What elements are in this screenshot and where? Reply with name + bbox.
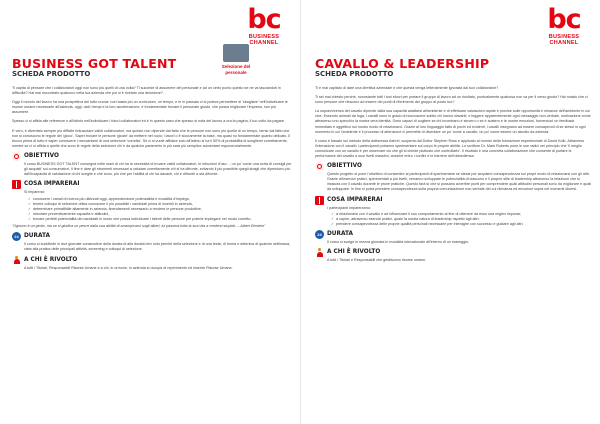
list-item: ✓ misurare preventivamente capacità e attitudini, xyxy=(29,212,292,217)
badge-label: Selezione del personale xyxy=(221,64,251,75)
section-objective xyxy=(12,153,292,161)
objective-text: Il corso BUSINESS GOT TALENT consegna nelle mani di chi ha la necessità di trovare validi collaboratori, le istruzioni d'uso ... un po' come una sorta di consigli per gli acquisti' sui consumatori. Il fine è dare gli strumenti necessari a valutare correttamente chi si ha difronte, evitando il più possibile quegli sbagli che dipendono più dall'incapacità di valutazione di chi sceglie e che sono, più che per l'abilità di chi ha davanti, chi è difronte a sta difronte. xyxy=(24,161,292,177)
intro-paragraph: Ti è mai capitato di dare una direttiva aziendale e che questa venga letteralmente ignorata dai tuoi collaboratori? xyxy=(315,86,499,90)
objective-body xyxy=(12,162,292,177)
brand-logo xyxy=(236,6,292,46)
section-heading: OBIETTIVO xyxy=(327,163,362,170)
section-heading: A CHI È RIVOLTO xyxy=(24,256,78,263)
page-body xyxy=(12,86,292,272)
brand-logo xyxy=(536,6,592,46)
audience-text: A tutti i Titolari, Responsabili Risorse Umane e a chi, in ormone, in azienda si occupa di reperimento ed inserire Risorse Umane. xyxy=(24,265,233,270)
clock-24-icon: 24 xyxy=(12,232,21,241)
section-audience xyxy=(315,249,592,257)
logo-mark: bc xyxy=(247,4,281,35)
section-heading: OBIETTIVO xyxy=(24,152,59,159)
logo-line-2: CHANNEL xyxy=(549,40,579,46)
section-duration xyxy=(12,233,292,241)
section-heading: DURATA xyxy=(327,231,354,238)
page-subtitle: SCHEDA PRODOTTO xyxy=(12,70,91,78)
list-item: ✓ a relazionarsi con il cavallo e ad influenzare il suo comportamento al fine di ottenere da esso una miglior risposta; xyxy=(332,212,592,217)
intro-paragraph: Ti capita di pensare che i collaboratori oggi non sono più quelli di una volta? Ti succede di assumere del personale e ad un certo punto questo se ne va lasciandoti in difficoltà? Hai mai riscontrato qualcuno nella tua azienda che poi si è rivelato una delusione? xyxy=(12,86,281,96)
section-heading: A CHI È RIVOLTO xyxy=(327,249,381,256)
page-subtitle: SCHEDA PRODOTTO xyxy=(315,70,394,78)
learn-list xyxy=(24,197,292,222)
topic-badge xyxy=(218,42,254,77)
page-body xyxy=(315,86,592,265)
objective-text: Questo progetto si pone l'obiettivo di consentire ai partecipanti di sperimentare se stessi per acquisire consapevolezza sui propri modo di relazionarsi con gli altri. Grazie all'esercizi pratici, sperimentati a più livelli, verranno sviluppate le potenzialità di ciascuno e il proprio stile di leadership attraverso la relazione che si instaura con il cavallo durante le prove pratiche. Questo farà sì che si possano avvertire punti per comprendere quali attitudini personali sono da migliorare e quali da sviluppare. In fine si potrà prendere consapevolezza sulla propria comunicazione non-verbale del cui rilevanza ed emozioni sopra nel momenti diversi. xyxy=(327,172,592,192)
logo-line-1: BUSINESS xyxy=(548,34,580,40)
objective-body xyxy=(315,172,592,192)
target-icon xyxy=(12,152,21,161)
clock-24-icon: 24 xyxy=(315,230,324,239)
logo-line-2: CHANNEL xyxy=(249,40,279,46)
learn-lead: Si imparerai: xyxy=(24,190,45,195)
section-learn xyxy=(12,181,292,189)
section-heading: DURATA xyxy=(24,233,51,240)
logo-line-1: BUSINESS xyxy=(248,34,280,40)
section-heading: COSA IMPARERAI xyxy=(24,181,80,188)
intro-paragraph: Il corso è basato sul metodo della dottoressa Ashrel, scoperta dal Dottor Stephen Ross e applicato al mondo della formazione esperienziale di David Kolb. Attraverso l'interazione con il cavallo i partecipanti potranno sperimentare sul corpo le proprie abilità. Lo scrittore Dr. Mark Roberts pone le sue radici nel principio che 'il meglio comunicare con un cavallo è per osservare ciò che gli si chiede piuttosto che controllarlo'. Il risultato è una concreta collaborazione che consente di portare le performance del cavallo a suoi livelli massimi, anziché entro i confini e le barriere dell'obbedienza. xyxy=(315,138,585,159)
book-icon xyxy=(12,180,21,189)
list-item: ✓ prendere consapevolezza delle proprie qualità personali necessarie per interagire con successo e guidare agli altri. xyxy=(332,222,592,227)
person-icon xyxy=(12,256,21,265)
duration-body xyxy=(315,240,592,245)
intro-paragraph: La sopravvivenza del cavallo dipende dalla sua capacità adattarsi all'ambiente e di effettuare valutazioni rapide e precise sulle opportunità e minacce dell'ambiente in cui vive. Essendo animali da fuga, i cavalli sono in grado di riconoscere subito chi hanno davanti; e leggere apparentemente ogni messaggio non-verbale, motivazione come attraverso uno specchio la nostra vera identità. Sono capaci di cogliere se chi incontrano è sincero o se è austero e le nostre emozioni, fornendoci un feedback immediato e oggettivo sul nostro modo di relazionarci. Grazie al loro linguaggio fatto di pochi ed evidenti, i cavalli insegnano ad essere consapevoli di se stessi in ogni momento in cui l'ambiente e il processo di attenzione ci permette di diventare un po' come a cavallo, un po' come essere un ascolto da azienda. xyxy=(315,109,591,134)
intro-paragraph: Ti sei mai chiesto perché, nonostante tutti i tuoi sforzi per portare il gruppo di lavoro ad un risultato, puntualmente qualcosa non va per il verso giusto? Hai notato che ci sono persone che riescono ad essere dei punti di riferimento del gruppo al posto tuo? xyxy=(315,95,588,105)
section-objective xyxy=(315,163,592,171)
page-cavallo-leadership xyxy=(300,0,600,424)
learn-body xyxy=(12,190,292,222)
section-audience xyxy=(12,257,292,265)
audience-body xyxy=(12,266,292,271)
list-item: ✓ conoscere i canali di ricerca più utilizzati oggi, apprendendone potenzialità e modalità d'impiego, xyxy=(29,197,292,202)
section-learn xyxy=(315,197,592,205)
audience-body xyxy=(315,258,592,263)
audience-text: A tutti i Titolari e Responsabili che gestiscono risorse umane. xyxy=(327,258,427,263)
intro-paragraph: Spesso ci si affida alle referenze o all'istinto nell'individuare i futuri collaboratori ed è in questo caso che spesso si nota del lavoro a ora la pagina, il tuo volto da pagare. xyxy=(12,119,285,124)
list-item: ✓ trovare perfetti potenzialità dei candidati in modo che possa individuare i talenti delle persone per poterle impiegare nel modo corretto. xyxy=(29,217,292,222)
people-illustration xyxy=(223,44,249,62)
section-heading: COSA IMPARERAI xyxy=(327,196,383,203)
duration-body xyxy=(12,242,292,252)
section-duration xyxy=(315,231,592,239)
intro-paragraph: Oggi il mondo del lavoro ha una prospettiva del tutto nuova: non basta più un curriculum, un tempo, e le in passato ci si poteva permettere di 'sbagliare' nell'individuare le risorse umane necessarie all'azienda, oggi, dati i tempi e la loro accelerazione, è fondamentale trovare il personale giusto, che possa migliorare l'impresa, non più assumere. xyxy=(12,100,288,115)
einstein-quote: "Ognuno è un genio, ma se si giudica un pesce dalla sua abilità di arrampicarsi sugli alberi, lui passerà tutta la sua vita a credersi stupido. – Albert Einstein" xyxy=(12,224,266,229)
duration-text: Il corso si suddivide in due giornate consecutive della durata di alla durata ben noto perché della selezione e di una testa, di forma e deteniva di qualche settimana, vista alla pratica delle principali attività, screening e colloqui di selezione. xyxy=(24,242,291,252)
list-item: ✓ determinare primaffidile altamente in azienda, finendamenti necessario a rendere le persone produttive, xyxy=(29,207,292,212)
target-icon xyxy=(315,162,324,171)
list-item: ✓ a capire, attraverso esercizi pratici, quale la nostra natura di leadership rispetto agli altri; xyxy=(332,217,592,222)
person-icon xyxy=(315,248,324,257)
page-title: BUSINESS GOT TALENT xyxy=(12,56,177,71)
learn-list xyxy=(327,212,592,227)
learn-body xyxy=(315,206,592,228)
intro-paragraph: E vero, è diventato sempre più difficile rintracciare validi collaboratori, ma questo non dipende dal fatto che le persone non sono più quelle di un tempo, bensì dal fatto che non si conoscono le regole del 'gioco'. Saper trovare le persone 'giuste' da mettere nel ruolo; i lavori o è sicuramente la base, ma quasi no fondamentale quanto delicato. Il trucco prima di tutto è saper conoscere i meccanismi di una selezione 'corretta'. Se ci si vuole affidare solo all'istinto si ha il 50% di probabilità di sceglierei correttamente, mentre se ci si affida a quelle che sono le regole della selezione chi è da qualche parametro in più sarà più semplice aumentare esponenzialmente. xyxy=(12,128,291,148)
learn-lead: I partecipanti impareranno: xyxy=(327,205,371,210)
page-title: CAVALLO & LEADERSHIP xyxy=(315,56,490,71)
duration-text: Il corso si svolge in mezza giornata in modalità interazionale all'interno di un maneggio. xyxy=(327,240,470,245)
logo-mark: bc xyxy=(547,4,581,35)
book-icon xyxy=(315,196,324,205)
list-item: ✓ tenere colloqui di selezione ottica conoscere il più possibile i candidati prima di inserirli in azienda, xyxy=(29,202,292,207)
